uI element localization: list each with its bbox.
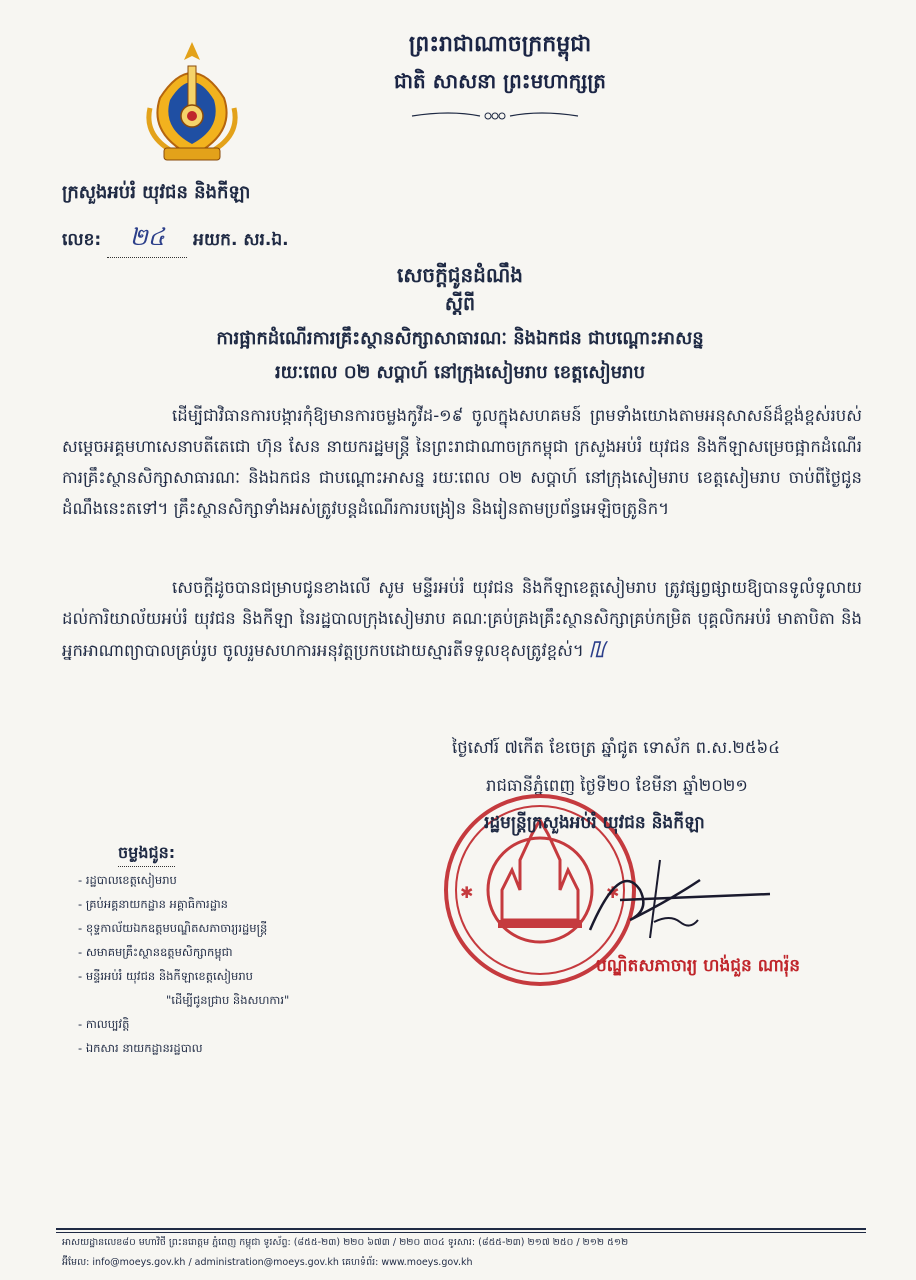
- list-item: - ឯកសារ នាយកដ្ឋានរដ្ឋបាល: [78, 1036, 289, 1060]
- document-title: សេចក្តីជូនដំណឹង: [397, 263, 523, 287]
- reference-label: លេខ:: [62, 230, 102, 250]
- subject-line-2: រយៈពេល ០២ សប្តាហ៍ នៅក្រុងសៀមរាប ខេត្តសៀមរាប: [274, 362, 646, 383]
- list-item: - សមាគមគ្រឹះស្ថានឧត្តមសិក្សាកម្ពុជា: [78, 940, 289, 964]
- ministry-name: ក្រសួងអប់រំ យុវជន និងកីឡា: [62, 182, 251, 203]
- subject-line-1: ការផ្អាកដំណើរការគ្រឹះស្ថានសិក្សាសាធារណៈ និងឯកជន ជាបណ្តោះអាសន្ន: [216, 328, 704, 349]
- footer-address: អាសយដ្ឋានលេខ៨០ មហាវិថី ព្រះនរោត្តម ភ្នំពេញ កម្ពុជា ទូរស័ព្ទ: (៨៥៥-២៣) ២២០ ៦៧៣ / ២២០ ៣០៤ ទូរសារ: (៨៥៥-២៣) ២១៧ ២៥០ / ២១២ ៥១២: [62, 1237, 629, 1248]
- document-subject: [150, 322, 770, 390]
- footer-divider-thin: [56, 1232, 866, 1233]
- national-motto: ជាតិ សាសនា ព្រះមហាក្សត្រ: [394, 69, 606, 93]
- ministry-emblem-icon: [140, 38, 244, 170]
- initial-mark: ꡃ: [589, 637, 606, 662]
- body-paragraph-2: [62, 572, 862, 666]
- svg-text:✱: ✱: [460, 883, 474, 902]
- minister-title: រដ្ឋមន្ត្រីក្រសួងអប់រំ យុវជន និងកីឡា: [484, 813, 705, 833]
- list-item: - មន្ទីរអប់រំ យុវជន និងកីឡាខេត្តសៀមរាប: [78, 964, 289, 988]
- ornament-divider-icon: [410, 106, 580, 126]
- reference-line: [62, 222, 289, 258]
- recipients-list: [78, 868, 289, 1060]
- list-item: - កាលប្បវត្តិ: [78, 1012, 289, 1036]
- solar-date: រាជធានីភ្នំពេញ ថ្ងៃទី២០ ខែមីនា ឆ្នាំ២០២១: [486, 776, 748, 795]
- recipients-heading: ចម្លងជូន:: [118, 842, 175, 867]
- list-item: - ខុទ្ទកាល័យឯកឧត្តមបណ្ឌិតសភាចារ្យរដ្ឋមន្ត្រី: [78, 916, 289, 940]
- list-item: - រដ្ឋបាលខេត្តសៀមរាប: [78, 868, 289, 892]
- body-paragraph-2-text: សេចក្តីដូចបានជម្រាបជូនខាងលើ សូម មន្ទីរអប់រំ យុវជន និងកីឡាខេត្តសៀមរាប ត្រូវផ្សព្វផ្សាយឱ្យបានទូលំទូលាយដល់ការិយាល័យអប់រំ យុវជន និងកីឡា នៃរដ្ឋបាលក្រុងសៀមរាប គណៈគ្រប់គ្រងគ្រឹះស្ថានសិក្សាគ្រប់កម្រិត បុគ្គលិកអប់រំ មាតាបិតា និងអ្នកអាណាព្យាបាលគ្រប់រូប ចូលរួមសហការអនុវត្តប្រកបដោយស្មារតីទទួលខុសត្រូវខ្ពស់។: [62, 578, 862, 660]
- signatory-name: បណ្ឌិតសភាចារ្យ ហង់ជួន ណារ៉ុន: [596, 956, 801, 976]
- handwritten-signature-icon: [580, 850, 780, 940]
- reference-number: ២៤: [107, 222, 187, 258]
- reference-suffix: អយក. សរ.ឯ.: [193, 230, 289, 250]
- svg-text:✱: ✱: [606, 883, 620, 902]
- list-item-note: "ដើម្បីជូនជ្រាប និងសហការ": [166, 993, 290, 1007]
- lunar-date: ថ្ងៃសៅរ៍ ៧កើត ខែចេត្រ ឆ្នាំជូត ទោស័ក ព.ស.២៥៦៤: [452, 738, 780, 757]
- body-paragraph-1: ដើម្បីជាវិធានការបង្ការកុំឱ្យមានការចម្លងកូវីដ-១៩ ចូលក្នុងសហគមន៍ ព្រមទាំងយោងតាមអនុសាសន៍ដ៏ខ្ពង់ខ្ពស់របស់ សម្តេចអគ្គមហាសេនាបតីតេជោ ហ៊ុន សែន នាយករដ្ឋមន្ត្រី នៃព្រះរាជាណាចក្រកម្ពុជា ក្រសួងអប់រំ យុវជន និងកីឡាសម្រេចផ្អាកដំណើរការគ្រឹះស្ថានសិក្សាសាធារណៈ និងឯកជន ជាបណ្តោះអាសន្ន រយៈពេល ០២ សប្តាហ៍ នៅក្រុងសៀមរាប ខេត្តសៀមរាប ចាប់ពីថ្ងៃជូនដំណឹងនេះតទៅ។ គ្រឹះស្ថានសិក្សាទាំងអស់ត្រូវបន្តដំណើរការបង្រៀន និងរៀនតាមប្រព័ន្ធអេឡិចត្រូនិក។: [62, 406, 862, 518]
- kingdom-heading: ព្រះរាជាណាចក្រកម្ពុជា: [408, 32, 592, 57]
- document-subtitle: ស្តីពី: [444, 293, 476, 315]
- footer-contact: អ៊ីមែល: info@moeys.gov.kh / administration@moeys.gov.kh គេហទំព័រ: www.moeys.gov.kh: [62, 1257, 473, 1268]
- footer-divider: [56, 1228, 866, 1230]
- list-item: - គ្រប់អគ្គនាយកដ្ឋាន អគ្គាធិការដ្ឋាន: [78, 892, 289, 916]
